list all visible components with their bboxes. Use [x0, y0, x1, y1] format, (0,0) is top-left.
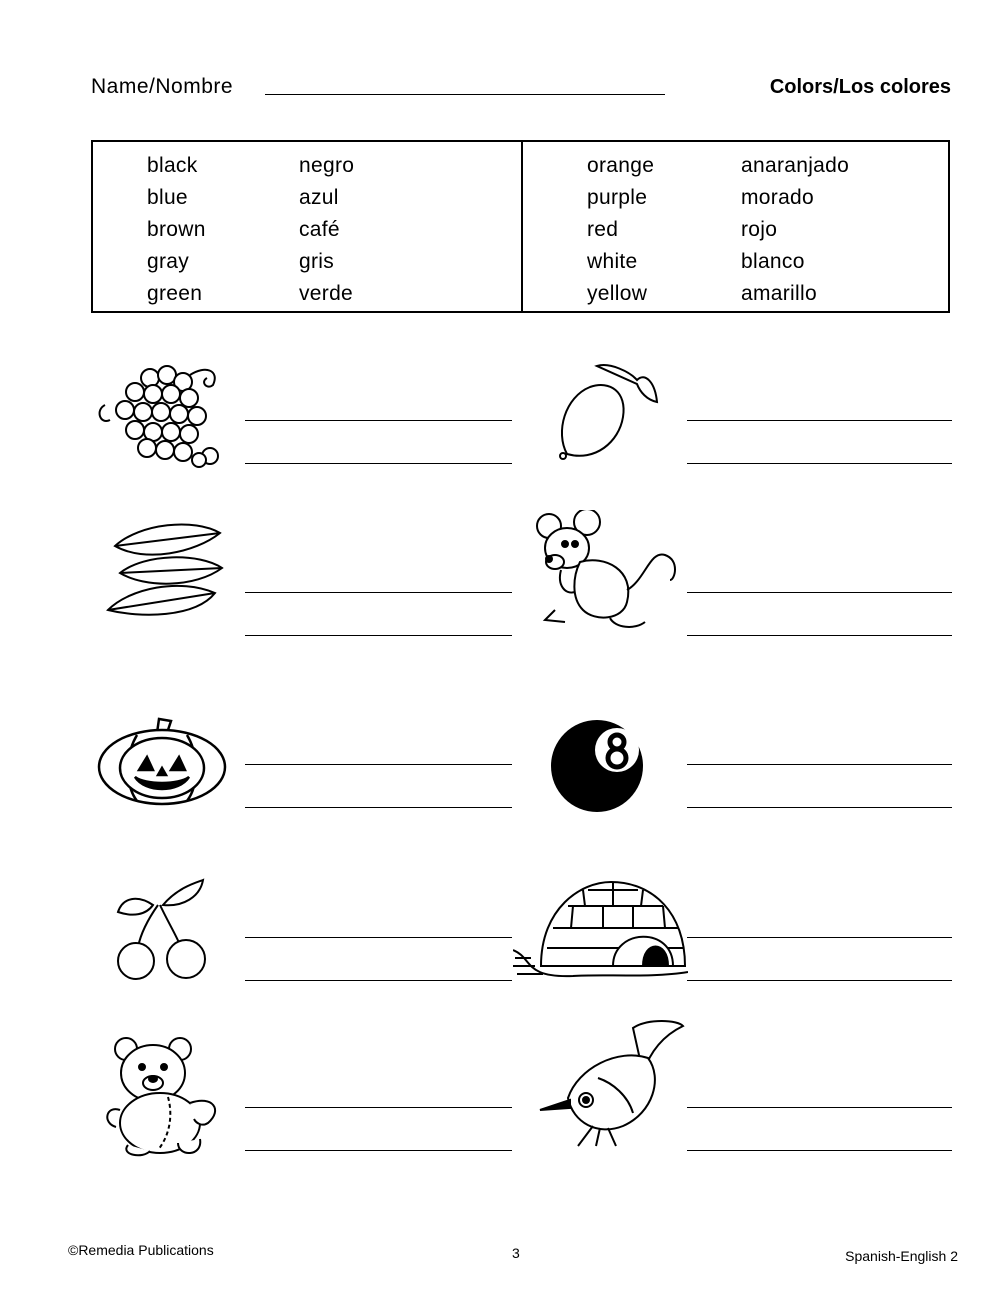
answer-line[interactable]: [245, 1150, 512, 1151]
footer-copyright: ©Remedia Publications: [68, 1242, 214, 1258]
teddy-bear-icon: [98, 1035, 228, 1160]
vocab-word: white: [587, 250, 638, 273]
answer-line[interactable]: [245, 635, 512, 636]
igloo-icon: [513, 878, 688, 983]
vocab-english-right: [587, 150, 654, 310]
vocab-word: azul: [299, 186, 339, 209]
answer-line[interactable]: [245, 463, 512, 464]
answer-line[interactable]: [687, 420, 952, 421]
lemon-icon: [555, 362, 660, 467]
vocab-word: red: [587, 218, 619, 241]
answer-line[interactable]: [245, 764, 512, 765]
answer-line[interactable]: [687, 592, 952, 593]
name-label: Name/Nombre: [91, 75, 234, 98]
answer-line[interactable]: [687, 635, 952, 636]
vocab-word: brown: [147, 218, 206, 241]
vocab-word: rojo: [741, 218, 778, 241]
vocab-word: gris: [299, 250, 335, 273]
vocab-word: green: [147, 282, 203, 305]
leaves-icon: [100, 518, 230, 618]
page-title: Colors/Los colores: [769, 76, 951, 98]
vocab-word: negro: [299, 154, 355, 177]
answer-line[interactable]: [687, 463, 952, 464]
mouse-icon: [535, 510, 680, 635]
vocab-word: gray: [147, 250, 190, 273]
vocabulary-divider: [521, 140, 523, 313]
answer-line[interactable]: [687, 1150, 952, 1151]
vocab-word: amarillo: [741, 282, 817, 305]
name-line[interactable]: [265, 94, 665, 95]
vocab-word: purple: [587, 186, 648, 209]
grapes-icon: [95, 360, 225, 470]
answer-line[interactable]: [245, 420, 512, 421]
answer-line[interactable]: [245, 1107, 512, 1108]
footer-page-number: 3: [512, 1245, 520, 1261]
answer-line[interactable]: [245, 807, 512, 808]
vocab-word: blue: [147, 186, 188, 209]
answer-line[interactable]: [687, 764, 952, 765]
answer-line[interactable]: [687, 980, 952, 981]
vocab-word: verde: [299, 282, 354, 305]
bird-icon: [538, 1018, 688, 1148]
vocab-word: café: [299, 218, 340, 241]
vocab-word: orange: [587, 154, 655, 177]
vocab-spanish-right: [741, 150, 849, 310]
jack-o-lantern-icon: [95, 715, 230, 807]
answer-line[interactable]: [687, 937, 952, 938]
vocab-spanish-left: [299, 150, 354, 310]
answer-line[interactable]: [687, 807, 952, 808]
eight-ball-icon: [547, 718, 647, 814]
vocab-english-left: [147, 150, 206, 310]
answer-line[interactable]: [245, 980, 512, 981]
answer-line[interactable]: [245, 592, 512, 593]
vocab-word: anaranjado: [741, 154, 850, 177]
footer-series: Spanish-English 2: [845, 1248, 958, 1264]
vocab-word: black: [147, 154, 198, 177]
cherries-icon: [108, 877, 218, 982]
vocab-word: yellow: [587, 282, 648, 305]
answer-line[interactable]: [687, 1107, 952, 1108]
answer-line[interactable]: [245, 937, 512, 938]
vocab-word: blanco: [741, 250, 805, 273]
vocab-word: morado: [741, 186, 815, 209]
